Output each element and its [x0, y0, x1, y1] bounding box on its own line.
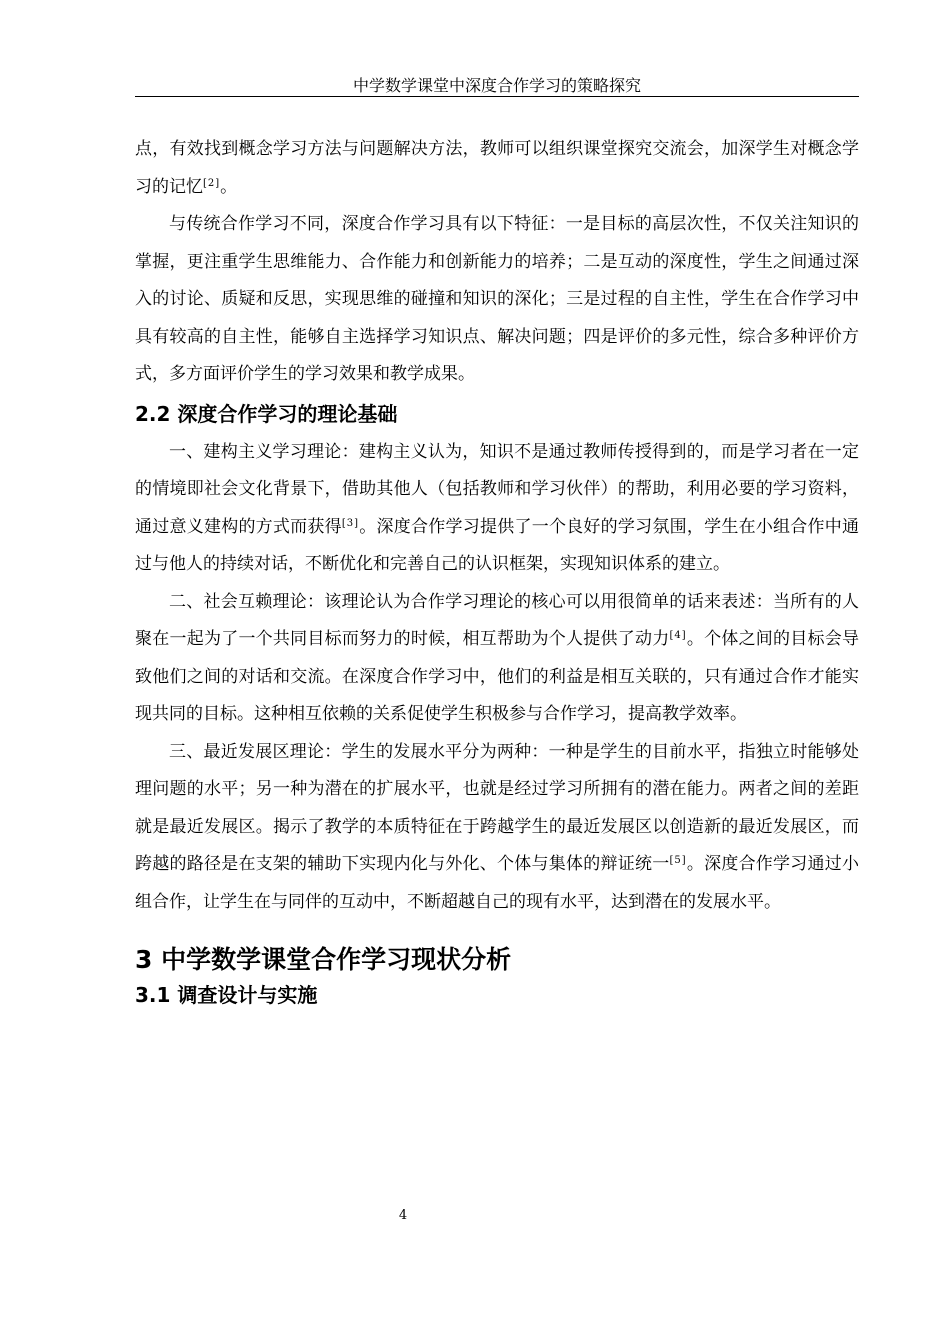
paragraph-interdependence [135, 584, 859, 734]
paragraph-constructivism [135, 434, 859, 584]
paragraph-tail: 。深度合作学习提供了一个良好的学习氛围，学生在小组合作中通过与他人的持续对话，不断优化和完善自己的认识框架，实现知识体系的建立。 [135, 516, 860, 574]
citation-marker: [2] [203, 177, 221, 189]
paragraph-continued [135, 131, 859, 206]
running-header-title: 中学数学课堂中深度合作学习的策略探究 [352, 76, 641, 95]
paragraph-features: 与传统合作学习不同，深度合作学习具有以下特征：一是目标的高层次性，不仅关注知识的掌握，更注重学生思维能力、合作能力和创新能力的培养；二是互动的深度性，学生之间通过深入的讨论、质疑和反思，实现思维的碰撞和知识的深化；三是过程的自主性，学生在合作学习中具有较高的自主性，能够自主选择学习知识点、解决问题；四是评价的多元性，综合多种评价方式，多方面评价学生的学习效果和教学成果。 [135, 214, 859, 384]
paragraph-zpd [135, 734, 859, 922]
body-text [135, 131, 859, 1015]
chapter-heading-3: 3 中学数学课堂合作学习现状分析 [135, 945, 512, 974]
page-number: 4 [398, 1208, 408, 1223]
header-rule [135, 96, 859, 97]
citation-marker: [4] [669, 630, 687, 641]
paragraph-tail: 。深度合作学习通过小组合作，让学生在与同伴的互动中，不断超越自己的现有水平，达到潜在的发展水平。 [135, 854, 860, 912]
paragraph-text: 点，有效找到概念学习方法与问题解决方法，教师可以组织课堂探究交流会，加深学生对概念学习的记忆 [135, 139, 859, 197]
paragraph-text: 三、最近发展区理论：学生的发展水平分为两种：一种是学生的目前水平，指独立时能够处理问题的水平；另一种为潜在的扩展水平，也就是经过学习所拥有的潜在能力。两者之间的差距就是最近发展区。揭示了教学的本质特征在于跨越学生的最近发展区以创造新的最近发展区，而跨越的路径是在支架的辅助下实现内化与外化、个体与集体的辩证统一 [135, 741, 859, 874]
citation-marker: [3] [341, 517, 360, 529]
paragraph-text: 二、社会互赖理论：该理论认为合作学习理论的核心可以用很简单的话来表述：当所有的人聚在一起为了一个共同目标而努力的时候，相互帮助为个人提供了动力 [135, 591, 859, 649]
citation-marker: [5] [669, 855, 687, 866]
paragraph-tail: 。个体之间的目标会导致他们之间的对话和交流。在深度合作学习中，他们的利益是相互关联的，只有通过合作才能实现共同的目标。这种相互依赖的关系促使学生积极参与合作学习，提高教学效率。 [135, 629, 860, 724]
paragraph-tail: 。 [220, 176, 238, 197]
section-heading-2-2: 2.2 深度合作学习的理论基础 [135, 401, 398, 426]
paragraph-text: 一、建构主义学习理论：建构主义认为，知识不是通过教师传授得到的，而是学习者在一定的情境即社会文化背景下，借助其他人（包括教师和学习伙伴）的帮助，利用必要的学习资料，通过意义建构的方式而获得 [135, 441, 859, 537]
section-heading-3-1: 3.1 调查设计与实施 [135, 983, 318, 1007]
